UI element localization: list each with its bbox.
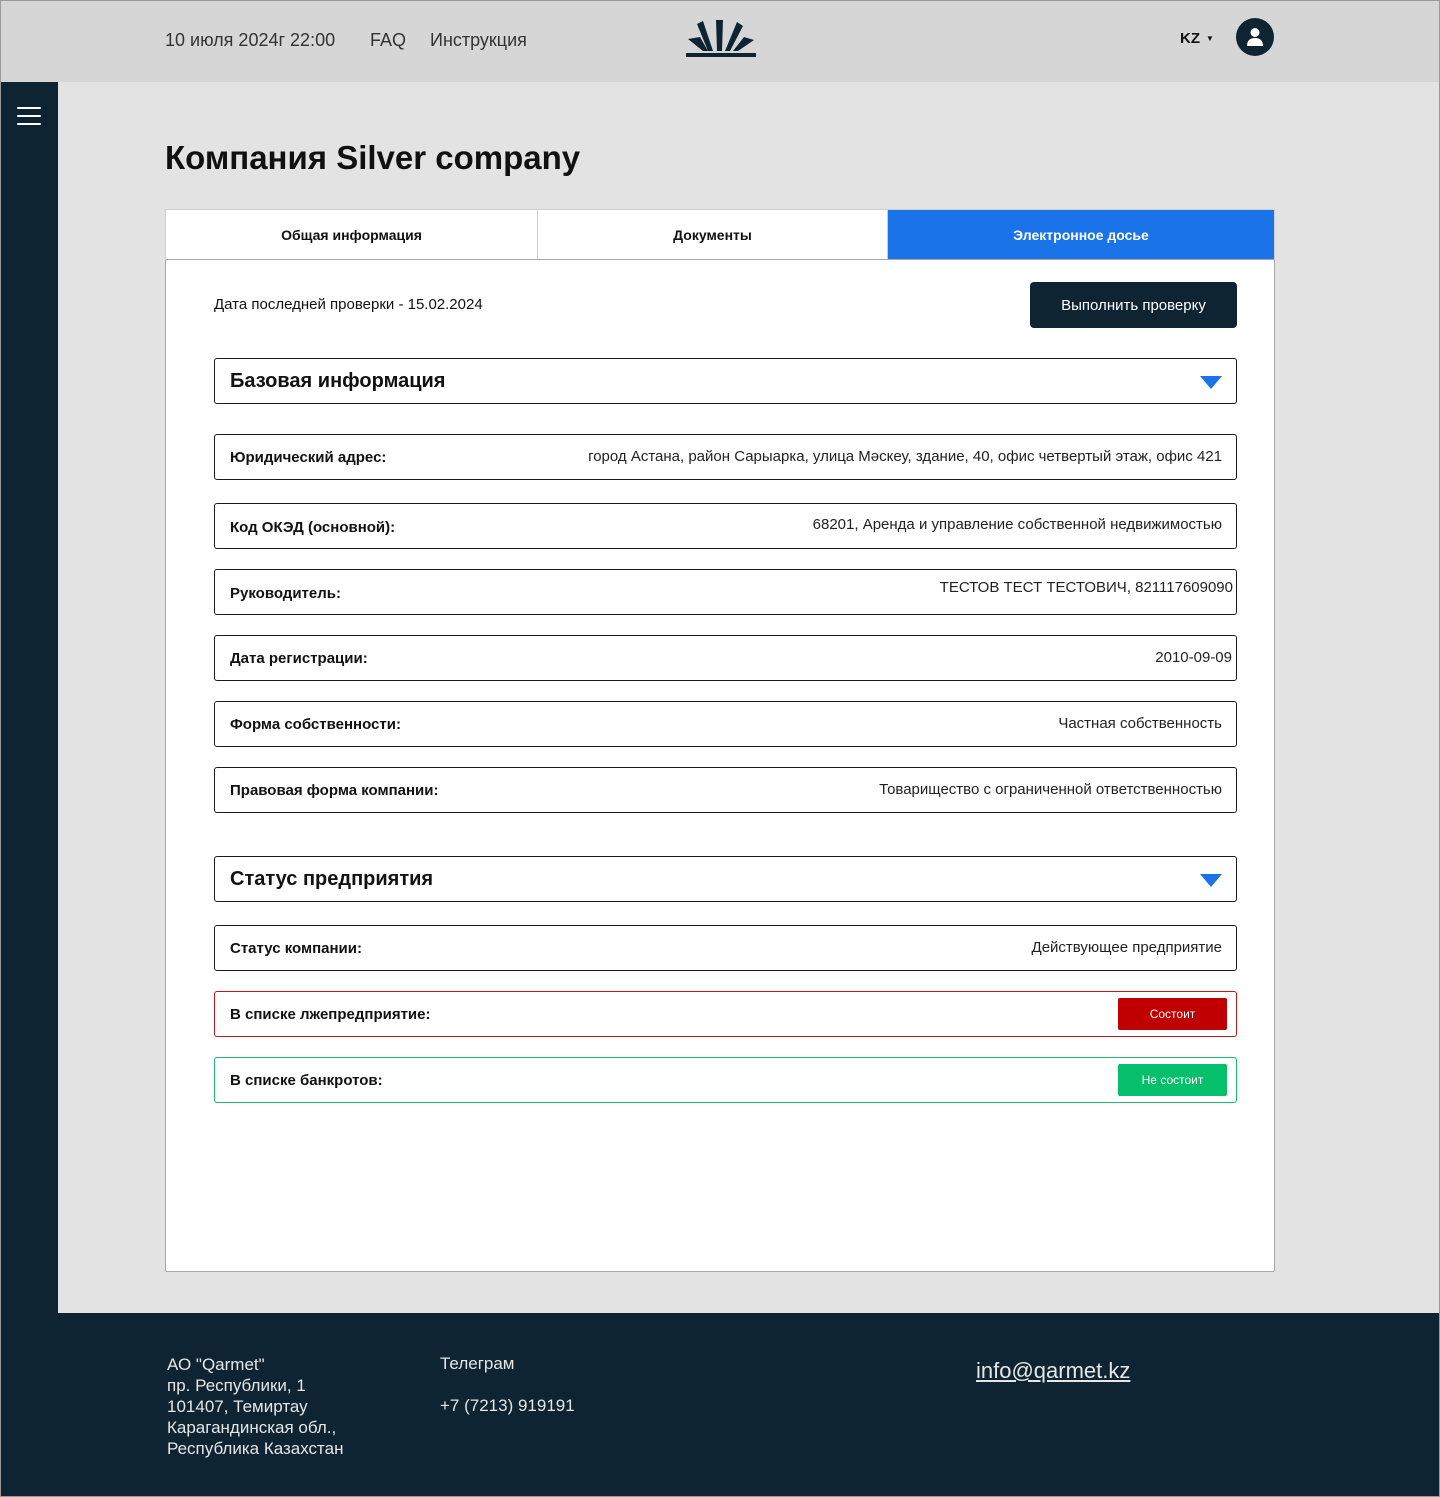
- section-basic-info[interactable]: [214, 358, 1237, 404]
- instruction-link[interactable]: Инструкция: [430, 30, 527, 50]
- qarmet-logo[interactable]: [686, 17, 756, 59]
- info-row-oked: [214, 503, 1237, 549]
- row-label: В списке банкротов:: [230, 1072, 383, 1089]
- row-value: Действующее предприятие: [1031, 939, 1222, 956]
- info-row-bankrupt: [214, 1057, 1237, 1103]
- address-line: пр. Республики, 1: [167, 1376, 306, 1395]
- run-check-button[interactable]: Выполнить проверку: [1030, 282, 1237, 328]
- row-label: Правовая форма компании:: [230, 782, 439, 799]
- row-value: 68201, Аренда и управление собственной недвижимостью: [812, 516, 1222, 533]
- menu-icon[interactable]: [17, 106, 41, 126]
- telegram-link[interactable]: Телеграм: [440, 1354, 515, 1373]
- sidebar: [0, 82, 58, 1313]
- address-line: Республика Казахстан: [167, 1439, 344, 1458]
- info-row-legal-form: [214, 767, 1237, 813]
- row-value: Частная собственность: [1058, 715, 1222, 732]
- info-row-company-status: [214, 925, 1237, 971]
- row-value: 2010-09-09: [1155, 649, 1232, 666]
- section-basic-info-title: Базовая информация: [230, 369, 446, 392]
- chevron-down-icon[interactable]: [1200, 874, 1222, 887]
- footer-address: [167, 1354, 343, 1459]
- info-row-registration-date: [214, 635, 1237, 681]
- address-line: 101407, Темиртау: [167, 1397, 308, 1416]
- status-badge-not-listed: Не состоит: [1118, 1064, 1227, 1096]
- row-value: Товарищество с ограниченной ответственностью: [879, 781, 1222, 798]
- info-row-ownership-form: [214, 701, 1237, 747]
- tab-electronic-dossier[interactable]: Электронное досье: [888, 210, 1274, 259]
- row-label: Дата регистрации:: [230, 650, 368, 667]
- page-title: Компания Silver company: [165, 139, 581, 176]
- footer-email-link[interactable]: info@qarmet.kz: [976, 1358, 1131, 1383]
- row-label: Руководитель:: [230, 585, 341, 602]
- footer: [0, 1313, 1440, 1497]
- footer-phone[interactable]: +7 (7213) 919191: [440, 1396, 575, 1415]
- row-label: Юридический адрес:: [230, 449, 387, 466]
- section-company-status[interactable]: [214, 856, 1237, 902]
- status-badge-listed: Состоит: [1118, 998, 1227, 1030]
- row-label: Статус компании:: [230, 940, 362, 957]
- section-company-status-title: Статус предприятия: [230, 867, 434, 890]
- row-label: Форма собственности:: [230, 716, 401, 733]
- info-row-false-enterprise: [214, 991, 1237, 1037]
- address-line: АО "Qarmet": [167, 1355, 265, 1374]
- language-selector[interactable]: [1180, 30, 1214, 47]
- faq-link[interactable]: FAQ: [370, 30, 407, 50]
- tab-general-info[interactable]: Общая информация: [166, 210, 538, 259]
- chevron-down-icon: ▼: [1206, 34, 1214, 43]
- header-datetime: 10 июля 2024г 22:00: [165, 30, 336, 50]
- info-row-director: [214, 569, 1237, 615]
- tab-documents[interactable]: Документы: [538, 210, 888, 259]
- row-value: ТЕСТОВ ТЕСТ ТЕСТОВИЧ, 821117609090: [939, 579, 1233, 596]
- row-value: город Астана, район Сарыарка, улица Мәскеу, здание, 40, офис четвертый этаж, офис 421: [588, 448, 1222, 465]
- top-header: [0, 0, 1440, 82]
- dossier-card: [165, 259, 1275, 1272]
- tab-bar: [165, 209, 1275, 259]
- last-check-date: Дата последней проверки - 15.02.2024: [214, 296, 483, 313]
- row-label: Код ОКЭД (основной):: [230, 519, 396, 536]
- user-icon: [1246, 27, 1264, 47]
- user-avatar[interactable]: [1236, 18, 1274, 56]
- row-label: В списке лжепредприятие:: [230, 1006, 431, 1023]
- language-label: KZ: [1180, 30, 1200, 47]
- info-row-legal-address: [214, 434, 1237, 480]
- chevron-down-icon[interactable]: [1200, 376, 1222, 389]
- address-line: Карагандинская обл.,: [167, 1418, 337, 1437]
